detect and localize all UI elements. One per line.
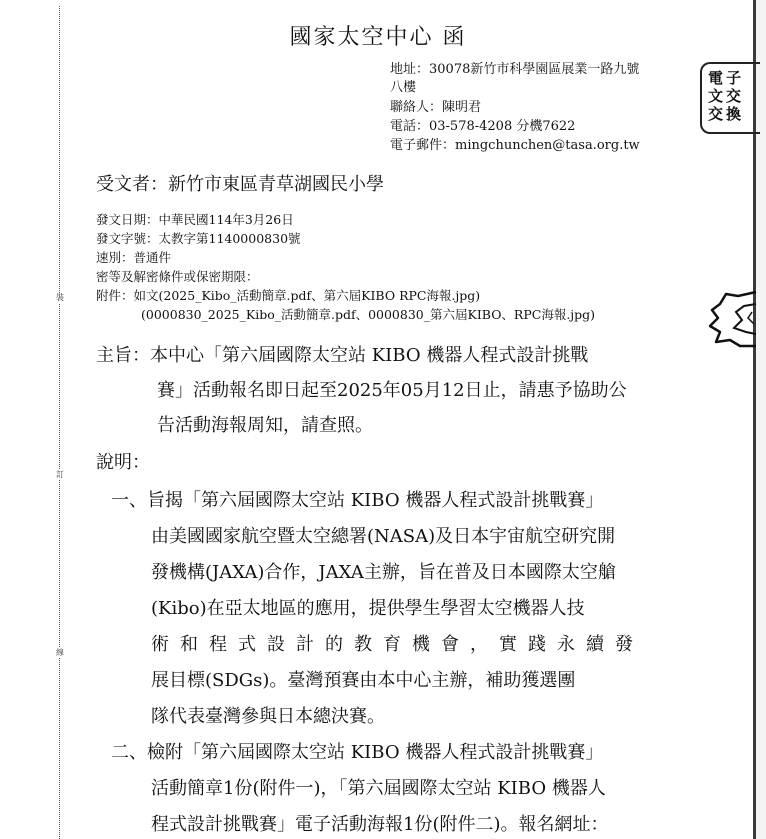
explanation-item-1-line-2: 由美國國家航空暨太空總署(NASA)及日本宇宙航空研究開 — [151, 526, 616, 547]
subject-line-1: 主旨：本中心「第六屆國際太空站 KIBO 機器人程式設計挑戰 — [96, 345, 589, 366]
contact-person: 聯絡人：陳明君 — [390, 100, 482, 115]
explanation-item-1-line-6: 展目標(SDGs)。臺灣預賽由本中心主辦，補助獲選團 — [151, 670, 576, 691]
explanation-item-1-line-3: 發機構(JAXA)合作，JAXA主辦，旨在普及日本國際太空艙 — [151, 562, 616, 583]
explanation-item-2-line-1: 二、檢附「第六屆國際太空站 KIBO 機器人程式設計挑戰賽」 — [111, 742, 604, 763]
explanation-item-1-line-5: 術和程式設計的教育機會，實踐永續發 — [151, 634, 644, 655]
subject-line-3: 告活動海報周知，請查照。 — [157, 415, 373, 436]
address-line-2: 八樓 — [390, 80, 417, 95]
email-address: 電子郵件：mingchunchen@tasa.org.tw — [390, 138, 640, 153]
attachments-line-2[interactable]: (0000830_2025_Kibo_活動簡章.pdf、0000830_第六屆KIBO、RPC海報.jpg) — [141, 307, 596, 322]
recipient: 受文者：新竹市東區青草湖國民小學 — [96, 174, 384, 195]
binding-mark-ding: 訂 — [56, 470, 64, 479]
explanation-item-1-line-7: 隊代表臺灣參與日本總決賽。 — [151, 706, 385, 727]
delivery-speed: 速別：普通件 — [96, 250, 172, 265]
subject-line-2: 賽」活動報名即日起至2025年05月12日止，請惠予協助公 — [157, 380, 627, 401]
attachments-line-1[interactable]: 附件：如文(2025_Kibo_活動簡章.pdf、第六屆KIBO RPC海報.jpg) — [96, 288, 481, 303]
document-title: 國家太空中心 函 — [289, 25, 467, 50]
exchange-stamp: 電 子 文 交 交 換 — [700, 62, 760, 134]
binding-mark-xian: 線 — [56, 648, 64, 657]
binding-line — [59, 6, 60, 839]
explanation-heading: 說明： — [96, 452, 150, 473]
secrecy-level: 密等及解密條件或保密期限： — [96, 269, 259, 284]
explanation-item-1-line-4: (Kibo)在亞太地區的應用，提供學生學習太空機器人技 — [151, 598, 585, 619]
explanation-item-2-line-2: 活動簡章1份(附件一)，「第六屆國際太空站 KIBO 機器人 — [151, 778, 606, 799]
explanation-item-2-line-3: 程式設計挑戰賽」電子活動海報1份(附件二)。報名網址： — [151, 814, 609, 835]
document-number: 發文字號：太教字第1140000830號 — [96, 231, 301, 246]
explanation-item-1-line-1: 一、旨揭「第六屆國際太空站 KIBO 機器人程式設計挑戰賽」 — [111, 490, 604, 511]
seal-icon — [708, 290, 758, 348]
address-line-1: 地址：30078新竹市科學園區展業一路九號 — [390, 62, 640, 77]
binding-mark-zhuang: 裝 — [56, 293, 64, 302]
phone-number: 電話：03-578-4208 分機7622 — [390, 119, 576, 134]
issue-date: 發文日期：中華民國114年3月26日 — [96, 212, 294, 227]
